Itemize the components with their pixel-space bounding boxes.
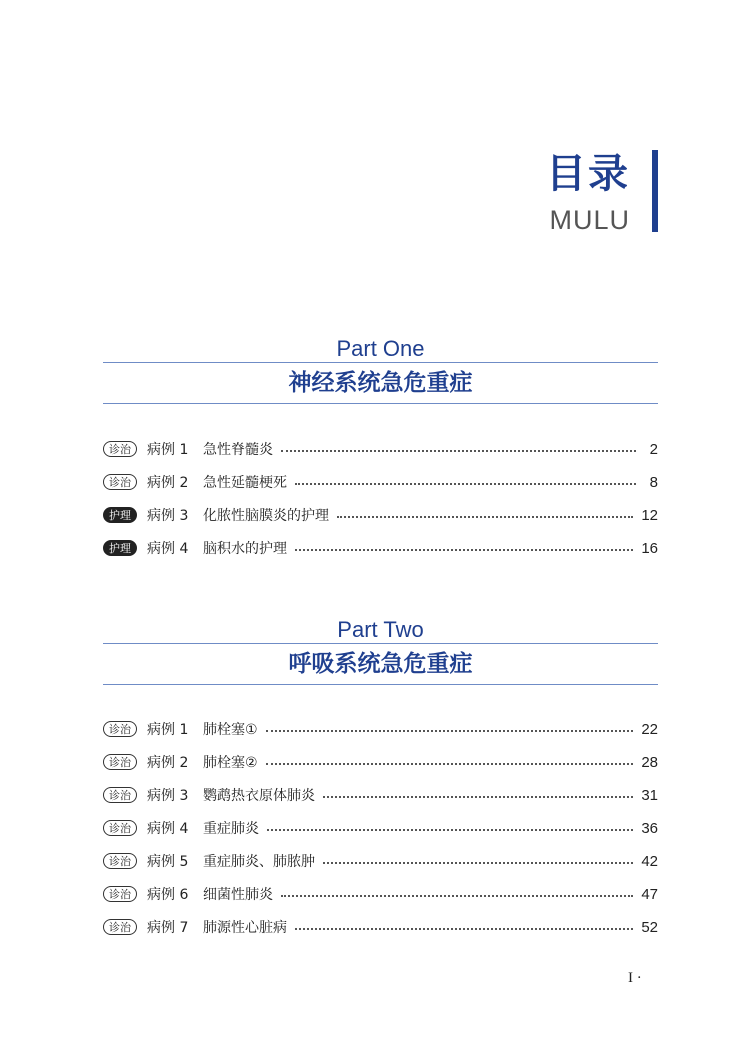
page-number: 16 — [641, 539, 658, 557]
entry-title: 化脓性脑膜炎的护理 — [203, 508, 329, 524]
case-number: 病例 6 — [147, 887, 189, 903]
toc-entry[interactable] — [103, 916, 658, 938]
dot-leader — [295, 928, 633, 930]
dot-leader — [337, 516, 633, 518]
case-number: 病例 4 — [147, 541, 189, 557]
case-number: 病例 2 — [147, 755, 189, 771]
dot-leader — [266, 730, 634, 732]
part-heading: 呼吸系统急危重症 — [288, 651, 473, 677]
entry-title: 肺栓塞① — [203, 722, 258, 738]
page-number: 12 — [641, 506, 658, 524]
part-heading: 神经系统急危重症 — [288, 370, 473, 396]
dot-leader — [295, 483, 636, 485]
badge-diagnosis: 诊治 — [103, 441, 137, 457]
toc-entry[interactable] — [103, 784, 658, 806]
toc-entry[interactable] — [103, 751, 658, 773]
toc-title-block — [546, 150, 630, 238]
entry-title: 重症肺炎、肺脓肿 — [203, 854, 315, 870]
toc-entry[interactable] — [103, 817, 658, 839]
toc-entry[interactable] — [103, 883, 658, 905]
part-rule-bottom — [103, 684, 658, 685]
page-number: 28 — [641, 753, 658, 771]
dot-leader — [281, 895, 633, 897]
case-number: 病例 4 — [147, 821, 189, 837]
case-number: 病例 1 — [147, 722, 189, 738]
dot-leader — [323, 862, 633, 864]
page-title: 目录 — [546, 151, 630, 197]
entry-title: 肺栓塞② — [203, 755, 258, 771]
page-number: 2 — [649, 440, 658, 458]
case-number: 病例 7 — [147, 920, 189, 936]
part-rule-bottom — [103, 403, 658, 404]
dot-leader — [281, 450, 636, 452]
entry-title: 急性延髓梗死 — [203, 475, 287, 491]
footer-page-marker: I · — [628, 970, 642, 986]
part-label: Part Two — [337, 617, 424, 642]
part-label: Part One — [336, 336, 425, 361]
badge-diagnosis: 诊治 — [103, 853, 137, 869]
entry-title: 脑积水的护理 — [203, 541, 287, 557]
badge-diagnosis: 诊治 — [103, 820, 137, 836]
case-number: 病例 3 — [147, 788, 189, 804]
part-two-header — [103, 617, 658, 685]
title-accent-bar — [652, 150, 658, 232]
page-number: 36 — [641, 819, 658, 837]
entry-title: 细菌性肺炎 — [203, 887, 273, 903]
badge-diagnosis: 诊治 — [103, 919, 137, 935]
toc-entry[interactable] — [103, 850, 658, 872]
dot-leader — [323, 796, 633, 798]
badge-diagnosis: 诊治 — [103, 787, 137, 803]
toc-entry[interactable] — [103, 504, 658, 526]
dot-leader — [295, 549, 633, 551]
page-number: 42 — [641, 852, 658, 870]
badge-diagnosis: 诊治 — [103, 721, 137, 737]
case-number: 病例 5 — [147, 854, 189, 870]
case-number: 病例 2 — [147, 475, 189, 491]
badge-diagnosis: 诊治 — [103, 886, 137, 902]
page-number: 52 — [641, 918, 658, 936]
entry-title: 肺源性心脏病 — [203, 920, 287, 936]
toc-entry[interactable] — [103, 438, 658, 460]
part-one-header — [103, 336, 658, 404]
case-number: 病例 1 — [147, 442, 189, 458]
dot-leader — [266, 763, 634, 765]
badge-nursing: 护理 — [103, 507, 137, 523]
toc-entry[interactable] — [103, 537, 658, 559]
toc-entry[interactable] — [103, 718, 658, 740]
page-number: 22 — [641, 720, 658, 738]
badge-diagnosis: 诊治 — [103, 754, 137, 770]
page-number: 8 — [649, 473, 658, 491]
badge-nursing: 护理 — [103, 540, 137, 556]
entry-title: 鹦鹉热衣原体肺炎 — [203, 788, 315, 804]
badge-diagnosis: 诊治 — [103, 474, 137, 490]
entry-title: 重症肺炎 — [203, 821, 259, 837]
dot-leader — [267, 829, 633, 831]
case-number: 病例 3 — [147, 508, 189, 524]
toc-entry[interactable] — [103, 471, 658, 493]
entry-title: 急性脊髓炎 — [203, 442, 273, 458]
page-subtitle: MULU — [549, 205, 630, 235]
page-number: 47 — [641, 885, 658, 903]
page-number: 31 — [641, 786, 658, 804]
